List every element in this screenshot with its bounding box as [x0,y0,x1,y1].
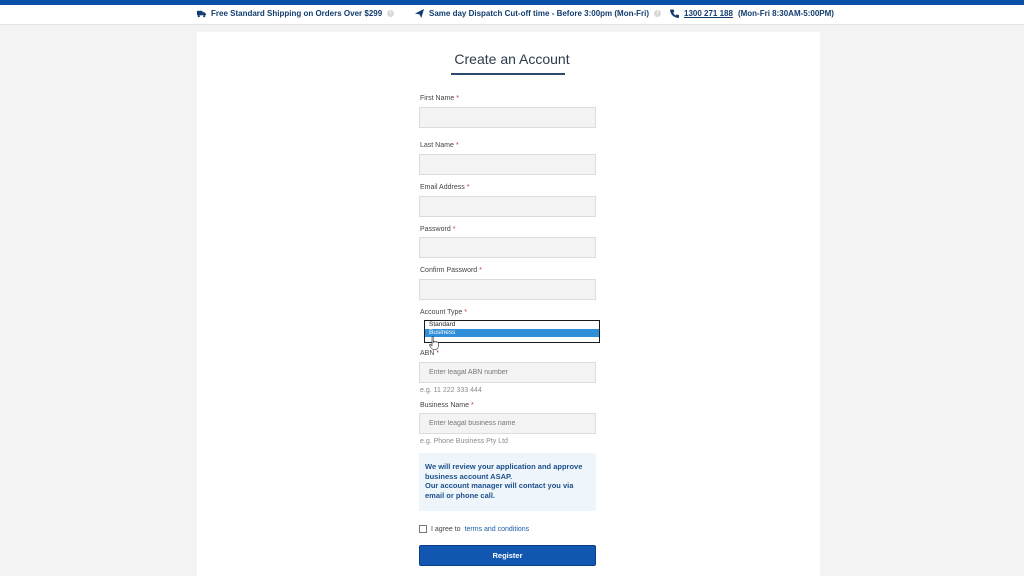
password-input[interactable] [419,237,596,258]
terms-agreement [419,525,529,533]
confirm-password-input[interactable] [419,279,596,300]
abn-label: ABN * [420,350,440,357]
paper-plane-icon [415,9,424,18]
notice-line-review: We will review your application and approve business account ASAP. [425,462,583,481]
terms-checkbox[interactable] [419,525,427,533]
dispatch-text: Same day Dispatch Cut-off time - Before 3:00pm (Mon-Fri) [429,9,650,18]
notice-line-contact: Our account manager will contact you via email or phone call. [425,481,574,500]
phone-icon [670,9,679,18]
phone-hours: (Mon-Fri 8:30AM-5:00PM) [737,9,834,18]
confirm-password-label: Confirm Password * [420,267,482,274]
phone-number-link[interactable]: 1300 271 188 [684,9,733,18]
phone-info [670,9,834,18]
business-review-notice [419,453,596,511]
shipping-text: Free Standard Shipping on Orders Over $299 [211,9,383,18]
page-title: Create an Account [454,51,570,67]
hand-pointer-icon [429,336,439,350]
first-name-label: First Name * [420,95,459,102]
info-icon[interactable]: i [387,10,394,17]
business-name-input[interactable] [419,413,596,434]
register-button[interactable]: Register [419,545,596,566]
dispatch-info [415,9,661,18]
terms-link[interactable]: terms and conditions [464,525,530,533]
account-type-dropdown[interactable] [424,320,600,343]
agree-text: I agree to [431,525,461,533]
truck-icon [197,9,206,18]
abn-input[interactable] [419,362,596,383]
email-input[interactable] [419,196,596,217]
info-icon[interactable]: i [654,10,661,17]
business-name-hint: e.g. Phone Business Pty Ltd [420,438,508,445]
first-name-input[interactable] [419,107,596,128]
last-name-input[interactable] [419,154,596,175]
password-label: Password * [420,226,456,233]
abn-hint: e.g. 11 222 333 444 [420,387,482,394]
title-underline [451,73,565,75]
email-label: Email Address * [420,184,470,191]
account-type-label: Account Type * [420,309,467,316]
business-name-label: Business Name * [420,402,474,409]
account-type-option-business[interactable]: Business [425,329,599,337]
last-name-label: Last Name * [420,142,459,149]
info-bar [0,5,1024,25]
shipping-info [197,9,394,18]
account-type-option-standard[interactable]: Standard [429,321,456,328]
